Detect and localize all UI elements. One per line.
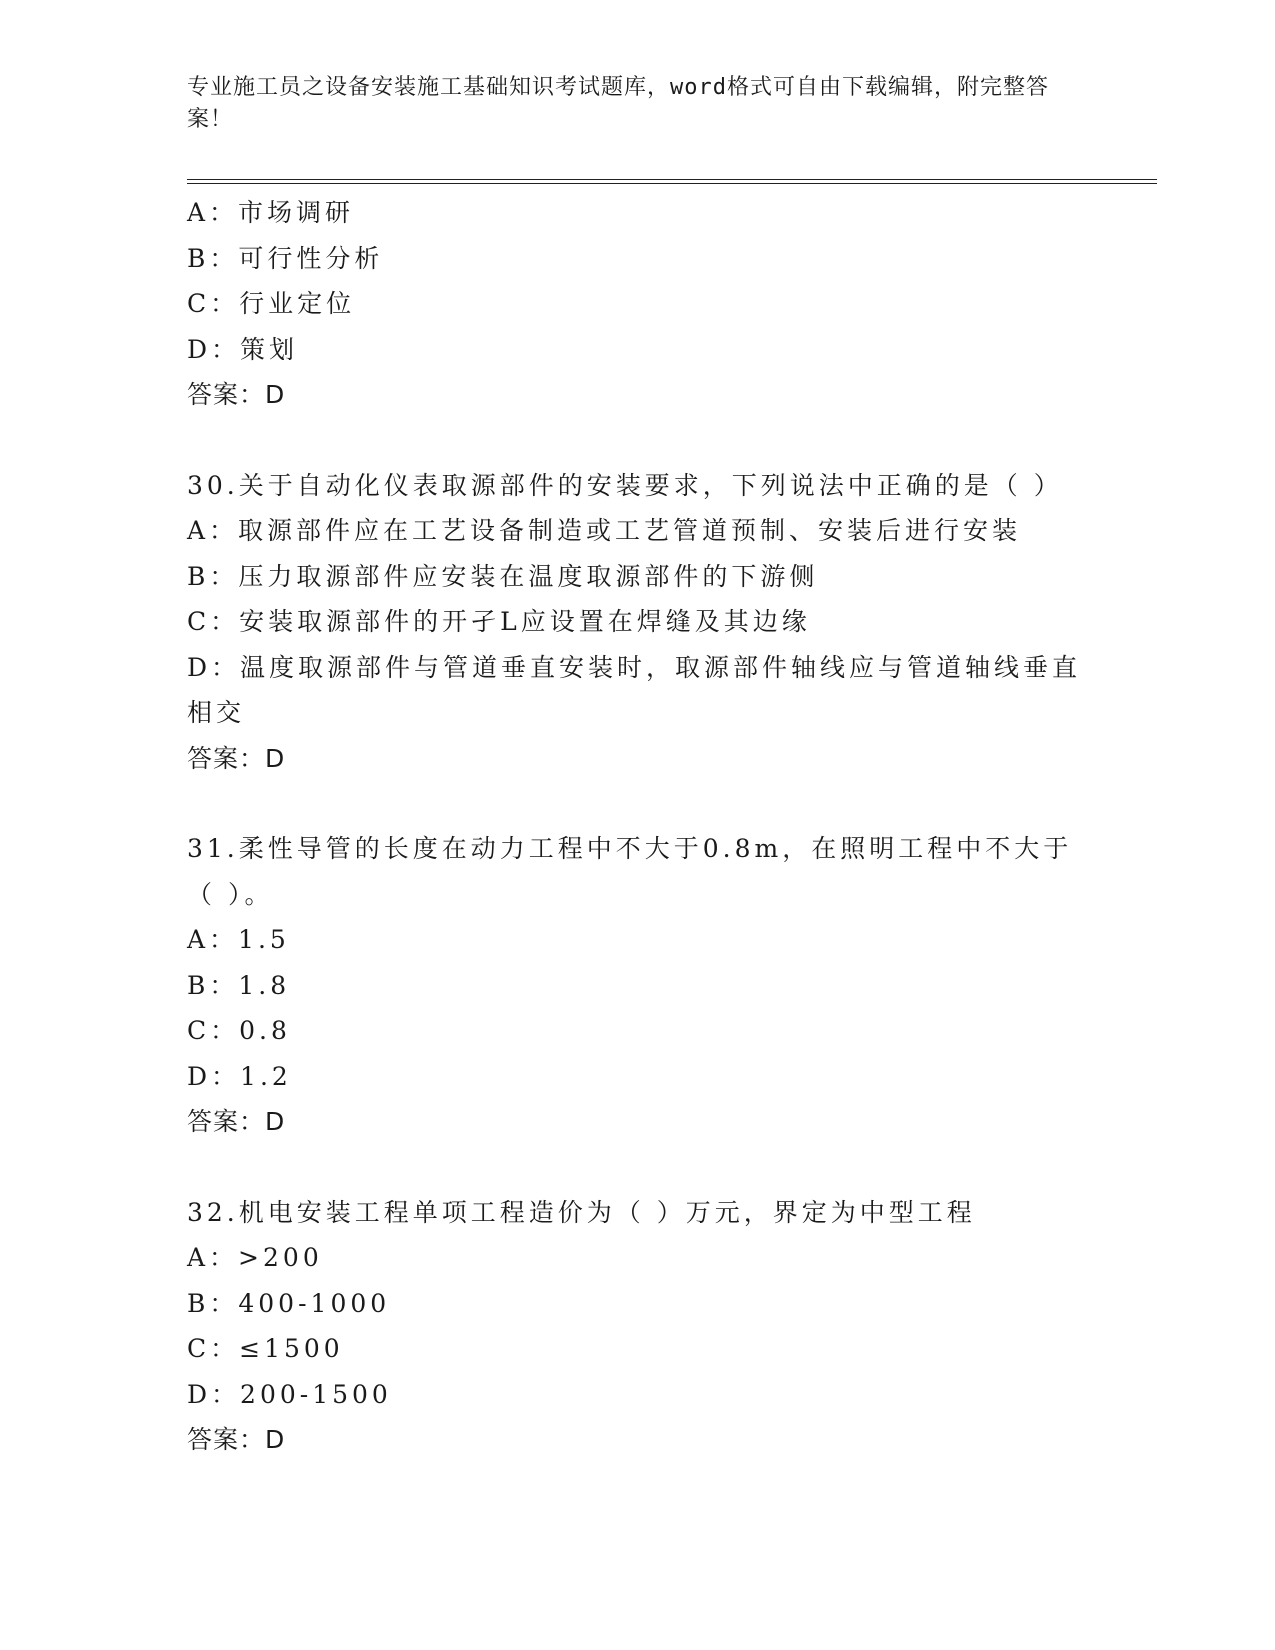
option-c: C：行业定位 [187,289,356,318]
answer-line: 答案：D [187,1425,286,1454]
option-a: A：取源部件应在工艺设备制造或工艺管道预制、安装后进行安装 [187,516,1022,545]
option-b: B：1.8 [187,970,291,1000]
question-text: 30.关于自动化仪表取源部件的安装要求，下列说法中正确的是（ ） [187,470,1063,500]
question-block-31 [187,826,1157,1145]
option-d: D：1.2 [187,1061,292,1091]
question-block-29 [187,190,1157,418]
option-b: B：400-1000 [187,1288,391,1318]
answer-line: 答案：D [187,380,286,409]
spacer [187,781,1157,826]
document-header-title: 专业施工员之设备安装施工基础知识考试题库，word格式可自由下载编辑，附完整答案！ [187,75,1049,132]
option-d: D：策划 [187,334,299,364]
question-list [187,190,1157,1463]
answer-line: 答案：D [187,743,286,773]
question-block-32 [187,1190,1157,1463]
option-c: C：安装取源部件的开孑L应设置在焊缝及其边缘 [187,607,811,636]
answer-line: 答案：D [187,1107,286,1136]
option-b: B：压力取源部件应安装在温度取源部件的下游侧 [187,561,819,591]
option-c: C：≤1500 [187,1334,344,1363]
option-a: A：1.5 [187,925,290,954]
option-d: D：温度取源部件与管道垂直安装时，取源部件轴线应与管道轴线垂直相交 [187,652,1082,727]
option-c: C：0.8 [187,1016,291,1045]
spacer [187,418,1157,463]
question-text: 31.柔性导管的长度在动力工程中不大于0.8m，在照明工程中不大于（ ）。 [187,834,1073,909]
option-a: A：市场调研 [187,198,355,227]
option-d: D：200-1500 [187,1379,392,1409]
spacer [187,1145,1157,1190]
option-b: B：可行性分析 [187,243,384,273]
header-divider [187,179,1157,184]
question-text: 32.机电安装工程单项工程造价为（ ）万元，界定为中型工程 [187,1197,976,1227]
option-a: A：>200 [187,1243,323,1272]
question-block-30 [187,463,1157,782]
